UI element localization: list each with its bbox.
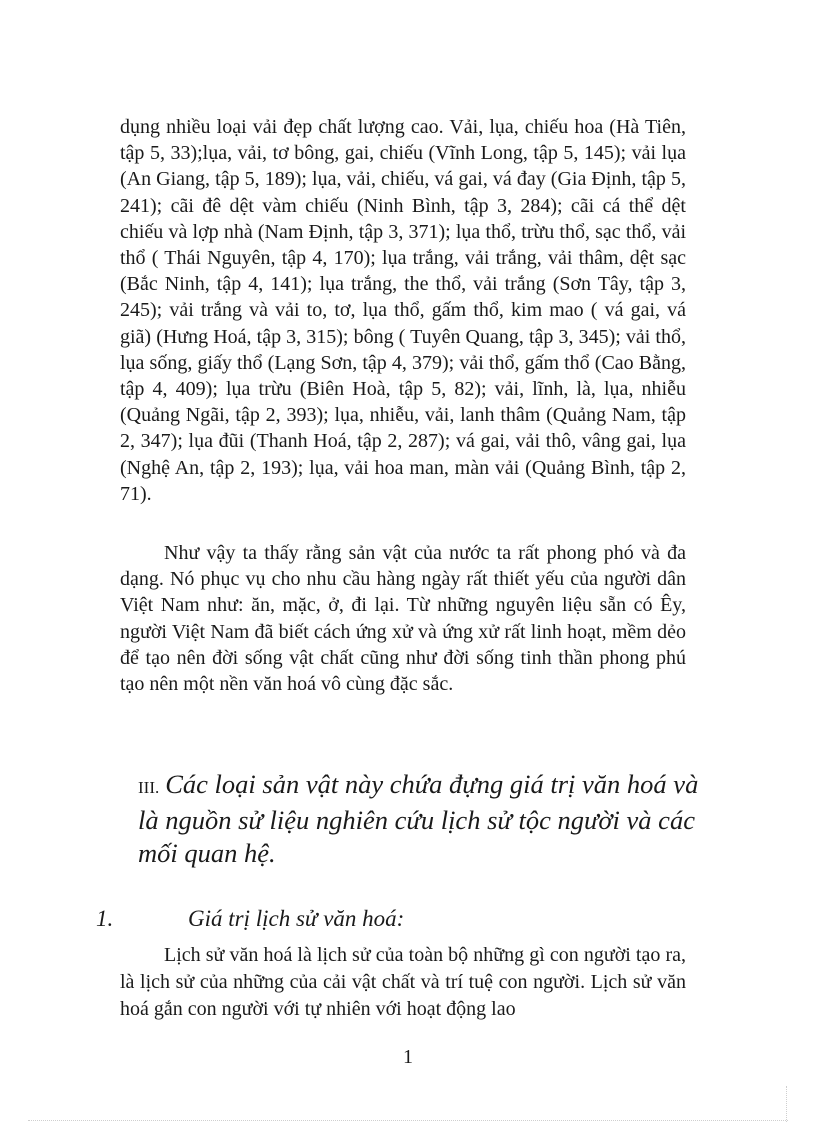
subsection-title: Giá trị lịch sử văn hoá:	[188, 906, 405, 931]
subsection-number: 1.	[96, 906, 114, 931]
body-paragraph: Lịch sử văn hoá là lịch sử của toàn bộ những gì con người tạo ra, là lịch sử của những của cải vật chất và trí tuệ con người. Lịch sử văn hoá gắn con người với tự nhiên với hoạt động lao	[120, 944, 686, 1020]
section-heading	[138, 768, 718, 870]
section-number: III.	[138, 778, 160, 797]
subsection-heading	[96, 905, 696, 933]
section-title: Các loại sản vật này chứa đựng giá trị văn hoá và là nguồn sử liệu nghiên cứu lịch sử tộc người và các mối quan hệ.	[138, 769, 699, 868]
body-paragraph: Như vậy ta thấy rằng sản vật của nước ta rất phong phó và đa dạng. Nó phục vụ cho nhu cầu hàng ngày rất thiết yếu của người dân Việt Nam như: ăn, mặc, ở, đi lại. Từ những nguyên liệu sẵn có Êy, người Việt Nam đã biết cách ứng xử và ứng xử rất linh hoạt, mềm dẻo để tạo nên đời sống vật chất cũng như đời sống tinh thần phong phú tạo nên một nền văn hoá vô cùng đặc sắc.	[120, 542, 686, 696]
body-paragraph: dụng nhiều loại vải đẹp chất lượng cao. Vải, lụa, chiếu hoa (Hà Tiên, tập 5, 33);lụa, vải, tơ bông, gai, chiếu (Vĩnh Long, tập 5, 145); vải lụa (An Giang, tập 5, 189); lụa, vải, chiếu, vá gai, vá đay (Gia Định, tập 5, 241); cãi đê dệt vàm chiếu (Ninh Bình, tập 3, 284); cãi cá thể dệt chiếu và lợp nhà (Nam Định, tập 3, 371); lụa thổ, trừu thổ, sạc thổ, vải thổ ( Thái Nguyên, tập 4, 170); lụa trắng, vải trắng, vải thâm, dệt sạc (Bắc Ninh, tập 4, 141); lụa trắng, the thổ, vải trắng (Sơn Tây, tập 3, 245); vải trắng và vải to, tơ, lụa thổ, gấm thổ, kim mao ( vá gai, vá giã) (Hưng Hoá, tập 3, 315); bông ( Tuyên Quang, tập 3, 345); vải thổ, lụa sống, giấy thổ (Lạng Sơn, tập 4, 379); vải thổ, gấm thổ (Cao Bằng, tập 4, 409); lụa trừu (Biên Hoà, tập 5, 82); vải, lĩnh, là, lụa, nhiễu (Quảng Ngãi, tập 2, 393); lụa, nhiễu, vải, lanh thâm (Quảng Nam, tập 2, 347); lụa đũi (Thanh Hoá, tập 2, 287); vá gai, vải thô, vâng gai, lụa (Nghệ An, tập 2, 193); lụa, vải hoa man, màn vải (Quảng Bình, tập 2, 71).	[120, 116, 686, 505]
page-border-divider	[786, 1086, 787, 1122]
page-number: 1	[403, 1046, 413, 1068]
page-border-divider	[28, 1120, 788, 1121]
